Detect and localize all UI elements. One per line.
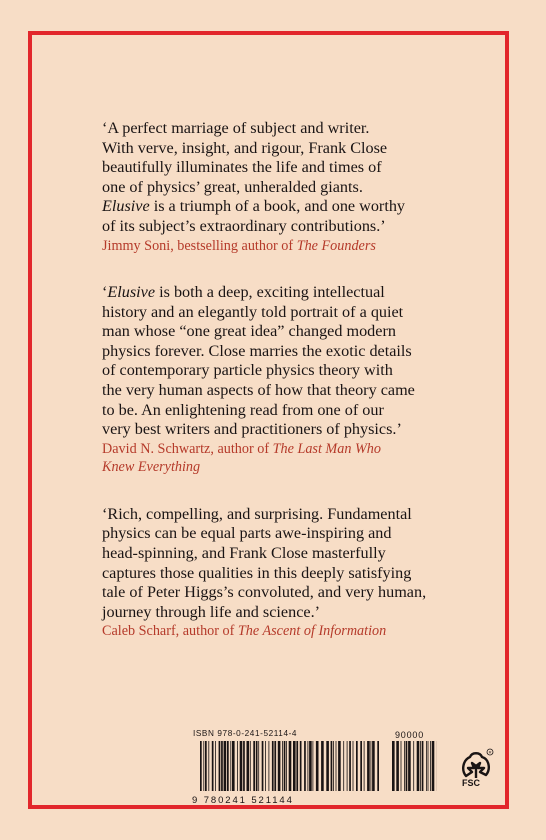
barcode-bar bbox=[417, 741, 420, 791]
barcode-bar bbox=[377, 741, 379, 791]
barcode-bar bbox=[336, 741, 337, 791]
quotes-section bbox=[102, 119, 472, 669]
barcode-bar bbox=[278, 741, 281, 791]
barcode-bar bbox=[230, 741, 231, 791]
svg-text:R: R bbox=[488, 749, 492, 755]
barcode-bar bbox=[208, 741, 209, 791]
barcode-bar bbox=[413, 741, 414, 791]
quote-scharf bbox=[102, 505, 472, 641]
quote-attribution: Jimmy Soni, bestselling author of The Founders bbox=[102, 237, 376, 254]
barcode-bar bbox=[326, 741, 329, 791]
barcode-bar bbox=[250, 741, 251, 791]
barcode-bar bbox=[396, 741, 399, 791]
barcode-bar bbox=[212, 741, 214, 791]
barcode-bar bbox=[256, 741, 258, 791]
barcode-bar bbox=[367, 741, 370, 791]
barcode-bar bbox=[258, 741, 259, 791]
barcode-bar bbox=[274, 741, 276, 791]
barcode-bar bbox=[205, 741, 207, 791]
barcode-bar bbox=[392, 741, 395, 791]
quote-text: ‘Rich, compelling, and surprising. Fundamental physics can be equal parts awe-inspiring and head-spinning, and Frank Close masterfully captures those qualities in this deeply satisfying tale of Peter Higgs’s convoluted, and very human, journey through life and science.’ bbox=[102, 504, 427, 621]
barcode-bar bbox=[316, 741, 319, 791]
barcode-bar bbox=[269, 741, 270, 791]
isbn-label: ISBN 978-0-241-52114-4 bbox=[193, 729, 298, 738]
barcode-addon bbox=[392, 741, 437, 791]
barcode-bar bbox=[308, 741, 309, 791]
barcode-bar bbox=[247, 741, 250, 791]
barcode-bar bbox=[253, 741, 255, 791]
quote-text: ‘A perfect marriage of subject and writer. With verve, insight, and rigour, Frank Close beautifully illuminates the life and times of one of physics’ great, unheralded giants. Elusive is a triumph of a book, and one worthy of its subject’s extraordinary contributions.’ bbox=[102, 119, 406, 235]
barcode-bar bbox=[426, 741, 427, 791]
barcode-bar bbox=[347, 741, 348, 791]
fsc-tree-icon bbox=[458, 748, 494, 796]
barcode-bar bbox=[364, 741, 365, 791]
barcode-bar bbox=[313, 741, 314, 791]
barcode-digits: 9 780241 521144 bbox=[192, 795, 294, 806]
barcode-bar bbox=[360, 741, 362, 791]
quote-attribution: David N. Schwartz, author of The Last Man Who Knew Everything bbox=[102, 440, 381, 476]
barcode-bar bbox=[422, 741, 424, 791]
barcode-bar bbox=[221, 741, 223, 791]
barcode-bar bbox=[353, 741, 354, 791]
barcode-bar bbox=[428, 741, 429, 791]
barcode-bar bbox=[224, 741, 227, 791]
barcode-bar bbox=[227, 741, 229, 791]
barcode-bar bbox=[372, 741, 375, 791]
barcode-bar bbox=[404, 741, 405, 791]
barcode-bar bbox=[432, 741, 435, 791]
barcode-bar bbox=[430, 741, 431, 791]
fsc-label: FSC bbox=[462, 778, 480, 788]
barcode-bar bbox=[284, 741, 286, 791]
barcode-bar bbox=[296, 741, 298, 791]
barcode-bar bbox=[401, 741, 402, 791]
quote-attribution: Caleb Scharf, author of The Ascent of Information bbox=[102, 623, 387, 640]
barcode-bar bbox=[321, 741, 324, 791]
barcode-bar bbox=[203, 741, 204, 791]
barcode-bar bbox=[200, 741, 202, 791]
barcode-bar bbox=[420, 741, 421, 791]
barcode-bar bbox=[304, 741, 306, 791]
barcode-bar bbox=[343, 741, 344, 791]
barcode-bar bbox=[300, 741, 302, 791]
barcode-bar bbox=[219, 741, 221, 791]
barcode-bar bbox=[371, 741, 372, 791]
barcode-bar bbox=[406, 741, 408, 791]
barcode-bar bbox=[232, 741, 235, 791]
barcode-bar bbox=[349, 741, 351, 791]
barcode-bar bbox=[331, 741, 333, 791]
barcode-bar bbox=[237, 741, 238, 791]
barcode-bar bbox=[282, 741, 283, 791]
barcode-bar bbox=[240, 741, 243, 791]
barcode-bar bbox=[356, 741, 358, 791]
barcode-bar bbox=[262, 741, 264, 791]
quote-schwartz bbox=[102, 283, 472, 477]
quote-text: ‘Elusive is both a deep, exciting intellectual history and an elegantly told portrait of a quiet man whose “one great idea” changed modern physics forever. Close marries the exotic details of contemporary particle physics theory with the very human aspects of how that theory came to be. An enlightening read from one of our very best writers and practitioners of physics.’ bbox=[102, 283, 415, 439]
quote-soni bbox=[102, 119, 472, 255]
barcode-bar bbox=[408, 741, 411, 791]
barcode-bar bbox=[286, 741, 287, 791]
barcode-bar bbox=[333, 741, 334, 791]
barcode-bar bbox=[243, 741, 245, 791]
barcode-addon-digits: 90000 bbox=[395, 730, 425, 740]
barcode-bar bbox=[309, 741, 312, 791]
barcode-bar bbox=[289, 741, 292, 791]
barcode-bar bbox=[293, 741, 296, 791]
barcode-bar bbox=[272, 741, 274, 791]
barcode-bar bbox=[338, 741, 341, 791]
barcode-bar bbox=[215, 741, 216, 791]
barcode bbox=[200, 741, 380, 791]
barcode-bar bbox=[265, 741, 266, 791]
